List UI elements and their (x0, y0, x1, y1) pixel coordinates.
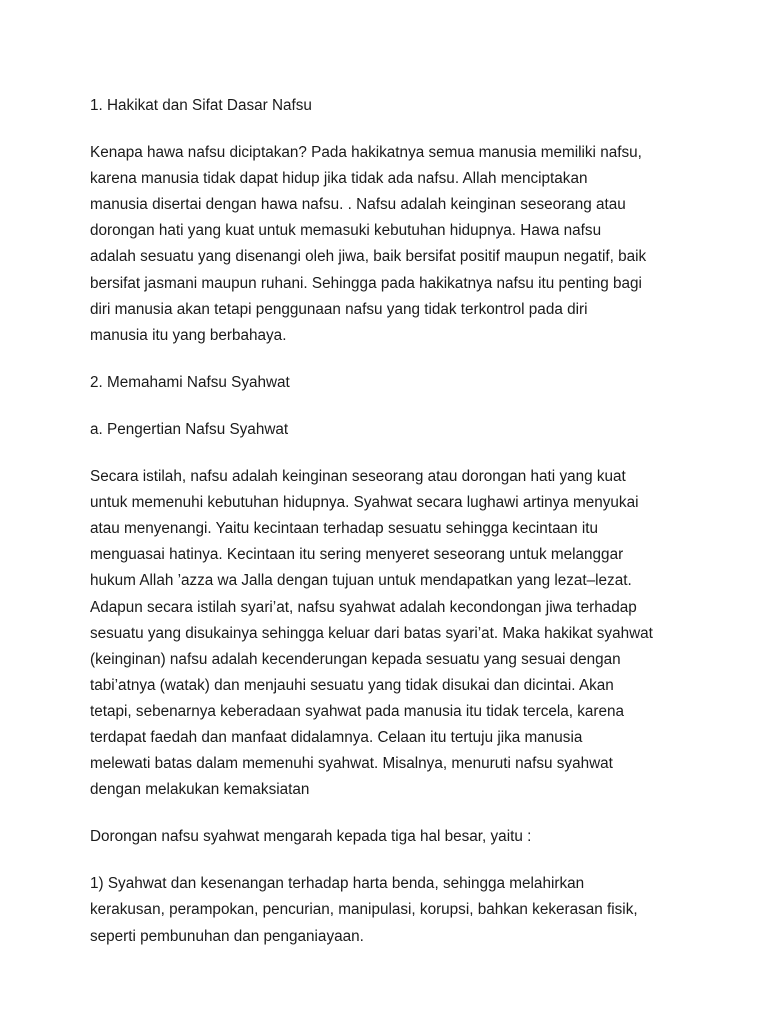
paragraph-pengertian-syahwat: Secara istilah, nafsu adalah keinginan seseorang atau dorongan hati yang kuat untuk memenuhi kebutuhan hidupnya. Syahwat secara lughawi artinya menyukai atau menyenangi. Yaitu kecintaan terhadap sesuatu sehingga kecintaan itu menguasai hatinya. Kecintaan itu sering menyeret seseorang untuk melanggar hukum Allah ’azza wa Jalla dengan tujuan untuk mendapatkan yang lezat–lezat. Adapun secara istilah syari’at, nafsu syahwat adalah kecondongan jiwa terhadap sesuatu yang disukainya sehingga keluar dari batas syari’at. Maka hakikat syahwat (keinginan) nafsu adalah kecenderungan kepada sesuatu yang sesuai dengan tabi’atnya (watak) dan menjauhi sesuatu yang tidak disukai dan dicintai. Akan tetapi, sebenarnya keberadaan syahwat pada manusia itu tidak tercela, karena terdapat faedah dan manfaat didalamnya. Celaan itu tertuju jika manusia melewati batas dalam memenuhi syahwat. Misalnya, menuruti nafsu syahwat dengan melakukan kemaksiatan (90, 468, 653, 799)
section-heading-2: 2. Memahami Nafsu Syahwat (90, 373, 290, 391)
list-item-1: 1) Syahwat dan kesenangan terhadap harta benda, sehingga melahirkan kerakusan, perampokan, pencurian, manipulasi, korupsi, bahkan kekerasan fisik, seperti pembunuhan dan penganiayaan. (90, 875, 638, 945)
section-heading-1: 1. Hakikat dan Sifat Dasar Nafsu (90, 97, 312, 114)
document-body (90, 93, 680, 971)
paragraph-dorongan-syahwat: Dorongan nafsu syahwat mengarah kepada tiga hal besar, yaitu : (90, 828, 532, 846)
subsection-heading-2a: a. Pengertian Nafsu Syahwat (90, 420, 289, 438)
paragraph-hakikat-nafsu: Kenapa hawa nafsu diciptakan? Pada hakikatnya semua manusia memiliki nafsu, karena manusia tidak dapat hidup jika tidak ada nafsu. Allah menciptakan manusia disertai dengan hawa nafsu. . Nafsu adalah keinginan seseorang atau dorongan hati yang kuat untuk memasuki kebutuhan hidupnya. Hawa nafsu adalah sesuatu yang disenangi oleh jiwa, baik bersifat positif maupun negatif, baik bersifat jasmani maupun ruhani. Sehingga pada hakikatnya nafsu itu penting bagi diri manusia akan tetapi penggunaan nafsu yang tidak terkontrol pada diri manusia itu yang berbahaya. (90, 144, 647, 344)
